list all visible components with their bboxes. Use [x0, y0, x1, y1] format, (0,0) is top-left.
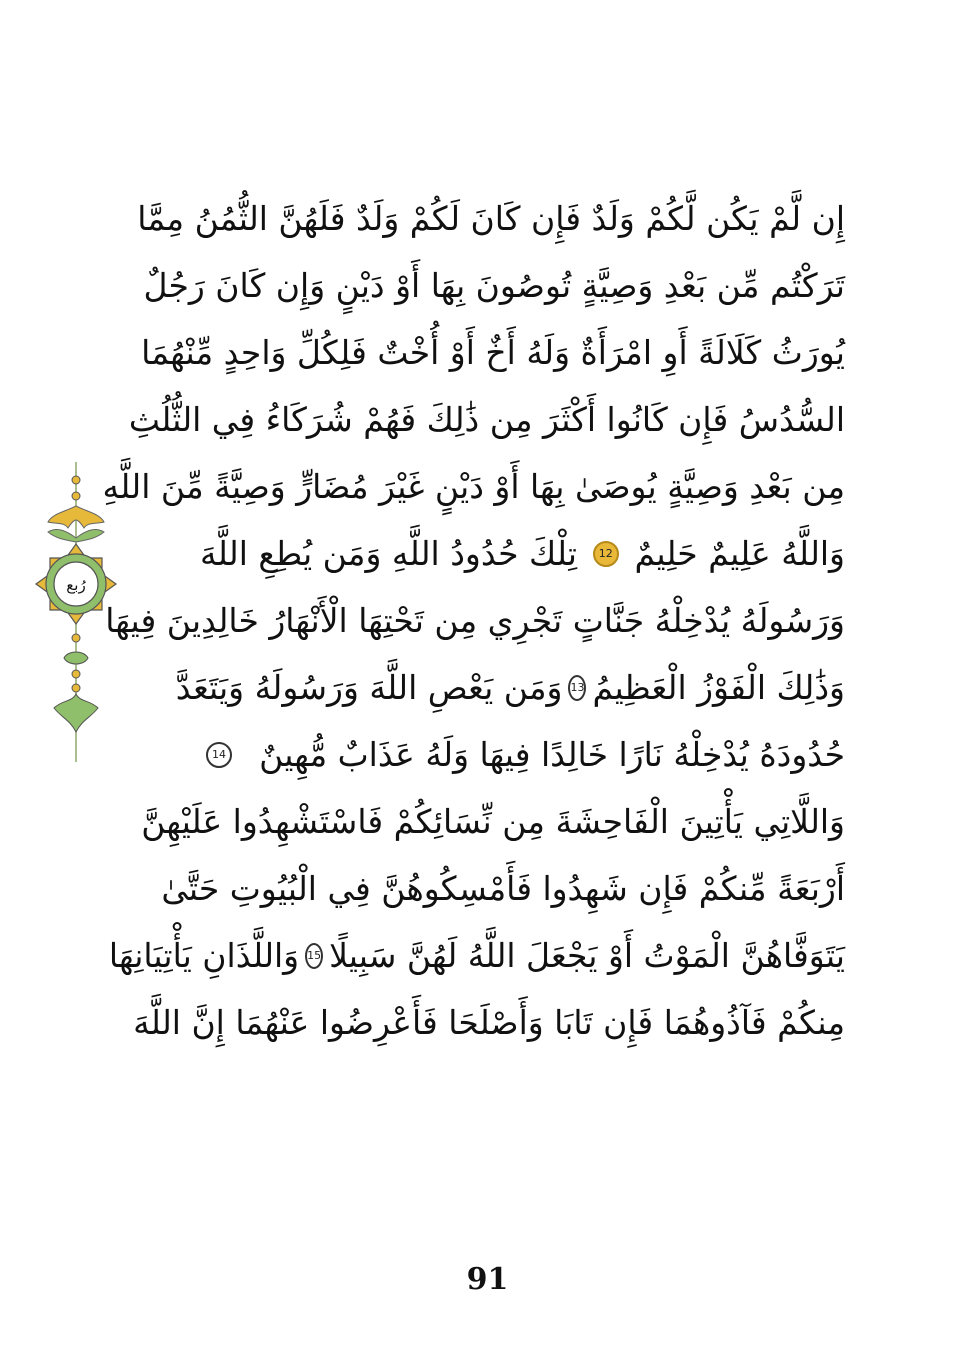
- rub-label: رُبع: [66, 576, 86, 594]
- line-text: أَرْبَعَةً مِّنكُمْ فَإِن شَهِدُوا فَأَمْسِكُوهُنَّ فِي الْبُيُوتِ حَتَّىٰ: [161, 869, 845, 908]
- text-line-4: [128, 386, 845, 453]
- line-text: وَاللَّهُ عَلِيمٌ حَلِيمٌ: [634, 534, 845, 573]
- line-text: إِن لَّمْ يَكُن لَّكُمْ وَلَدٌ فَإِن كَانَ لَكُمْ وَلَدٌ فَلَهُنَّ الثُّمُنُ مِمَّا: [137, 199, 845, 238]
- line-text: يُورَثُ كَلَالَةً أَوِ امْرَأَةٌ وَلَهُ أَخٌ أَوْ أُخْتٌ فَلِكُلِّ وَاحِدٍ مِّنْهُمَا: [141, 333, 845, 372]
- text-line-8: [175, 654, 845, 721]
- text-line-2: [143, 252, 845, 319]
- ornament-bead: [72, 476, 80, 484]
- line-text: وَذَٰلِكَ الْفَوْزُ الْعَظِيمُ: [592, 668, 845, 707]
- text-line-11: [161, 855, 845, 922]
- ayah-marker-15: 15: [305, 943, 323, 969]
- quran-text-block: [102, 185, 845, 1175]
- ayah-marker-14: 14: [206, 742, 232, 768]
- ornament-bead: [72, 684, 80, 692]
- line-text: يَتَوَفَّاهُنَّ الْمَوْتُ أَوْ يَجْعَلَ اللَّهُ لَهُنَّ سَبِيلًا: [329, 936, 845, 975]
- text-line-5: [102, 453, 845, 520]
- line-text: السُّدُسُ فَإِن كَانُوا أَكْثَرَ مِن ذَٰلِكَ فَهُمْ شُرَكَاءُ فِي الثُّلُثِ: [128, 400, 845, 439]
- ornament-medallion: [36, 544, 116, 624]
- ornament-pendant: [54, 694, 98, 732]
- page-number: 91: [466, 1262, 509, 1297]
- ornament-bead: [72, 634, 80, 642]
- line-text: مِنكُمْ فَآذُوهُمَا فَإِن تَابَا وَأَصْلَحَا فَأَعْرِضُوا عَنْهُمَا إِنَّ اللَّهَ: [133, 1003, 845, 1042]
- text-line-13: [133, 989, 845, 1056]
- rub-el-hizb-icon: [28, 462, 124, 762]
- ornament-bead: [72, 670, 80, 678]
- line-text: مِن بَعْدِ وَصِيَّةٍ يُوصَىٰ بِهَا أَوْ دَيْنٍ غَيْرَ مُضَارٍّ وَصِيَّةً مِّنَ اللَّهِ: [102, 467, 845, 506]
- line-text: تِلْكَ حُدُودُ اللَّهِ وَمَن يُطِعِ اللَّهَ: [200, 534, 577, 573]
- ayah-marker-12: 12: [593, 541, 619, 567]
- text-line-12: [108, 922, 845, 989]
- ornament-bead: [72, 492, 80, 500]
- line-text: تَرَكْتُم مِّن بَعْدِ وَصِيَّةٍ تُوصُونَ بِهَا أَوْ دَيْنٍ وَإِن كَانَ رَجُلٌ: [143, 266, 845, 305]
- ornament-leaf: [64, 652, 88, 664]
- text-line-10: [141, 788, 845, 855]
- line-text: وَاللَّاتِي يَأْتِينَ الْفَاحِشَةَ مِن نِّسَائِكُمْ فَاسْتَشْهِدُوا عَلَيْهِنَّ: [141, 802, 845, 841]
- line-text: وَاللَّذَانِ يَأْتِيَانِهَا: [108, 936, 300, 975]
- line-text: وَمَن يَعْصِ اللَّهَ وَرَسُولَهُ وَيَتَعَدَّ: [175, 668, 563, 707]
- text-line-3: [141, 319, 845, 386]
- line-text: وَرَسُولَهُ يُدْخِلْهُ جَنَّاتٍ تَجْرِي مِن تَحْتِهَا الْأَنْهَارُ خَالِدِينَ فِيهَا: [105, 601, 845, 640]
- text-line-1: [137, 185, 845, 252]
- line-text: حُدُودَهُ يُدْخِلْهُ نَارًا خَالِدًا فِيهَا وَلَهُ عَذَابٌ مُّهِينٌ: [259, 735, 845, 774]
- text-line-6: [200, 520, 845, 587]
- text-line-9: [200, 721, 845, 788]
- ayah-marker-13: 13: [568, 675, 586, 701]
- text-line-7: [105, 587, 845, 654]
